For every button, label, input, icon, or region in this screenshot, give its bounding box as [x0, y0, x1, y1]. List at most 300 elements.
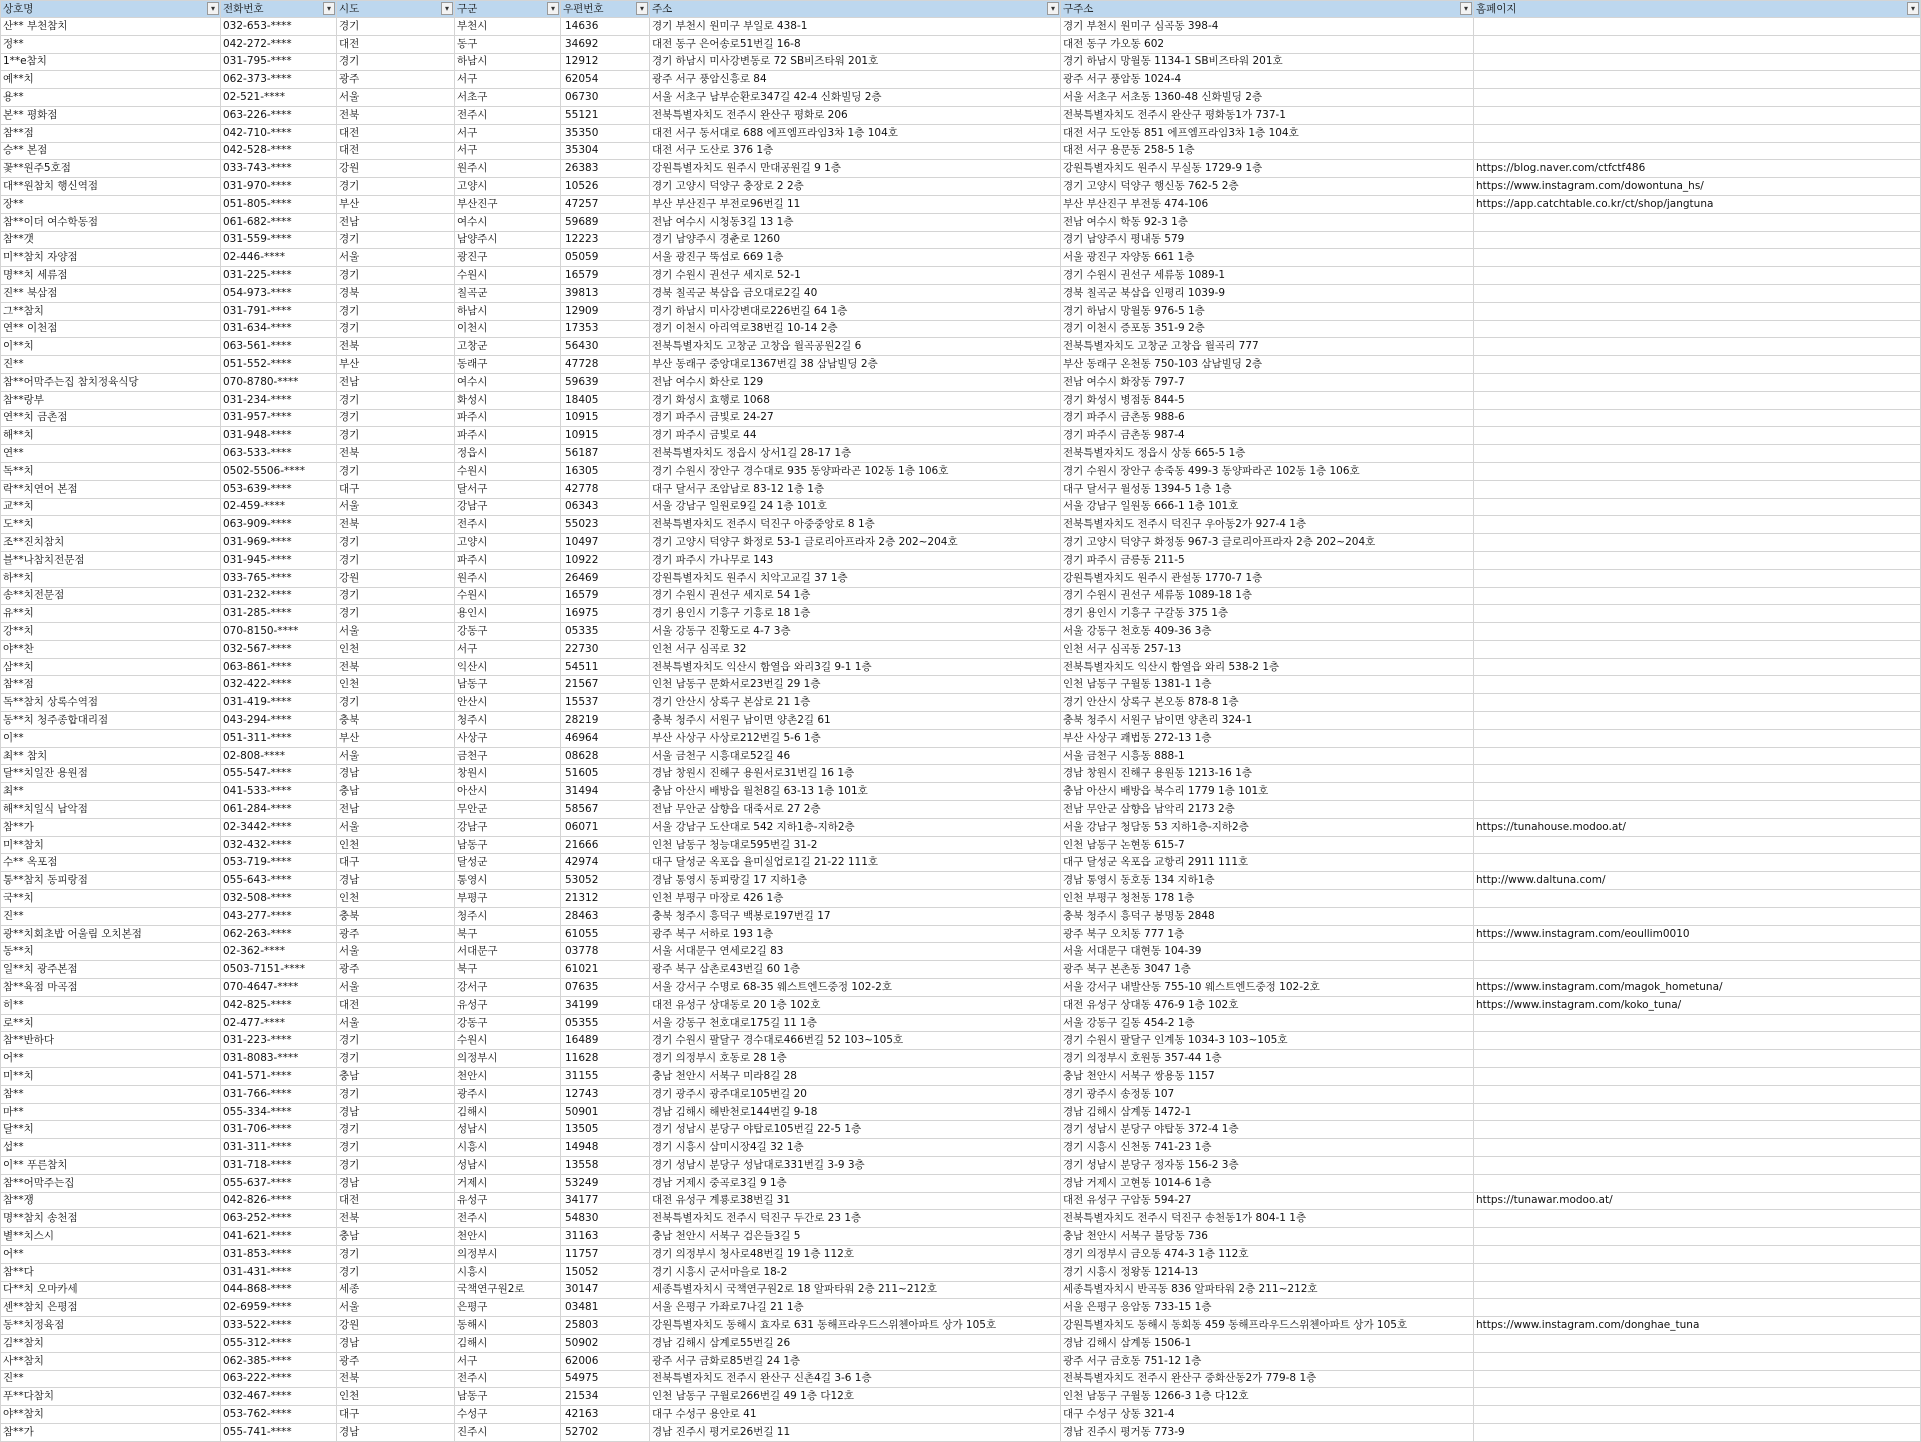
- cell-old-address[interactable]: 경기 안산시 상록구 본오동 878-8 1층: [1061, 694, 1474, 712]
- cell-old-address[interactable]: 광주 북구 오치동 777 1층: [1061, 925, 1474, 943]
- cell-address[interactable]: 경기 시흥시 삼미시장4길 32 1층: [650, 1139, 1061, 1157]
- cell-store-name[interactable]: 명**치 세류점: [1, 267, 221, 285]
- cell-postal-code[interactable]: 06730: [561, 89, 650, 107]
- cell-homepage[interactable]: [1474, 284, 1921, 302]
- filter-dropdown-icon[interactable]: ▾: [1907, 2, 1919, 15]
- cell-store-name[interactable]: 참**가: [1, 818, 221, 836]
- cell-old-address[interactable]: 서울 강남구 일원동 666-1 1층 101호: [1061, 498, 1474, 516]
- cell-address[interactable]: 대전 서구 동서대로 688 에프엠프라임3차 1층 104호: [650, 124, 1061, 142]
- cell-address[interactable]: 경남 창원시 진해구 용원서로31번길 16 1층: [650, 765, 1061, 783]
- cell-store-name[interactable]: 다**치 오마카세: [1, 1281, 221, 1299]
- cell-phone[interactable]: 070-4647-****: [221, 979, 337, 997]
- cell-province[interactable]: 경기: [337, 1085, 455, 1103]
- cell-province[interactable]: 충남: [337, 1068, 455, 1086]
- cell-homepage[interactable]: [1474, 249, 1921, 267]
- cell-old-address[interactable]: 인천 부평구 청천동 178 1층: [1061, 890, 1474, 908]
- cell-phone[interactable]: 070-8150-****: [221, 623, 337, 641]
- cell-store-name[interactable]: 어**: [1, 1050, 221, 1068]
- cell-phone[interactable]: 032-653-****: [221, 18, 337, 36]
- cell-store-name[interactable]: 참**어막주는집 참치정육식당: [1, 373, 221, 391]
- cell-old-address[interactable]: 대구 수성구 상동 321-4: [1061, 1406, 1474, 1424]
- cell-store-name[interactable]: 송**치전문점: [1, 587, 221, 605]
- cell-store-name[interactable]: 연**치 금촌점: [1, 409, 221, 427]
- cell-postal-code[interactable]: 15052: [561, 1263, 650, 1281]
- cell-phone[interactable]: 02-446-****: [221, 249, 337, 267]
- cell-province[interactable]: 강원: [337, 160, 455, 178]
- cell-district[interactable]: 전주시: [455, 1210, 561, 1228]
- cell-homepage[interactable]: [1474, 605, 1921, 623]
- cell-store-name[interactable]: 최**: [1, 783, 221, 801]
- cell-phone[interactable]: 062-373-****: [221, 71, 337, 89]
- cell-district[interactable]: 남동구: [455, 836, 561, 854]
- cell-postal-code[interactable]: 54830: [561, 1210, 650, 1228]
- cell-postal-code[interactable]: 31155: [561, 1068, 650, 1086]
- cell-store-name[interactable]: 용**: [1, 89, 221, 107]
- cell-homepage[interactable]: [1474, 1263, 1921, 1281]
- cell-phone[interactable]: 02-6959-****: [221, 1299, 337, 1317]
- cell-homepage[interactable]: https://tunawar.modoo.at/: [1474, 1192, 1921, 1210]
- cell-postal-code[interactable]: 26469: [561, 569, 650, 587]
- cell-homepage[interactable]: [1474, 231, 1921, 249]
- cell-postal-code[interactable]: 11757: [561, 1245, 650, 1263]
- cell-homepage[interactable]: https://blog.naver.com/ctfctf486: [1474, 160, 1921, 178]
- cell-homepage[interactable]: [1474, 1281, 1921, 1299]
- cell-store-name[interactable]: 참**육점 마곡점: [1, 979, 221, 997]
- cell-address[interactable]: 서울 서대문구 연세로2길 83: [650, 943, 1061, 961]
- cell-district[interactable]: 고양시: [455, 534, 561, 552]
- cell-postal-code[interactable]: 34177: [561, 1192, 650, 1210]
- cell-old-address[interactable]: 강원특별자치도 동해시 동회동 459 동해프라우드스위첸아파트 상가 105호: [1061, 1317, 1474, 1335]
- cell-district[interactable]: 여수시: [455, 213, 561, 231]
- cell-postal-code[interactable]: 22730: [561, 640, 650, 658]
- cell-old-address[interactable]: 인천 남동구 논현동 615-7: [1061, 836, 1474, 854]
- cell-province[interactable]: 충북: [337, 907, 455, 925]
- filter-dropdown-icon[interactable]: ▾: [1460, 2, 1472, 15]
- cell-address[interactable]: 경기 수원시 권선구 세지로 54 1층: [650, 587, 1061, 605]
- cell-province[interactable]: 전북: [337, 516, 455, 534]
- cell-homepage[interactable]: [1474, 1050, 1921, 1068]
- cell-address[interactable]: 경기 시흥시 군서마을로 18-2: [650, 1263, 1061, 1281]
- cell-address[interactable]: 인천 남동구 구월로266번길 49 1층 다12호: [650, 1388, 1061, 1406]
- cell-old-address[interactable]: 경기 부천시 원미구 심곡동 398-4: [1061, 18, 1474, 36]
- cell-store-name[interactable]: 승** 본점: [1, 142, 221, 160]
- cell-phone[interactable]: 044-868-****: [221, 1281, 337, 1299]
- cell-homepage[interactable]: [1474, 854, 1921, 872]
- cell-district[interactable]: 익산시: [455, 658, 561, 676]
- cell-district[interactable]: 전주시: [455, 106, 561, 124]
- cell-province[interactable]: 광주: [337, 1352, 455, 1370]
- cell-district[interactable]: 하남시: [455, 53, 561, 71]
- cell-old-address[interactable]: 경기 고양시 덕양구 행신동 762-5 2층: [1061, 178, 1474, 196]
- cell-address[interactable]: 대전 유성구 상대동로 20 1층 102호: [650, 996, 1061, 1014]
- cell-district[interactable]: 전주시: [455, 1370, 561, 1388]
- cell-address[interactable]: 광주 서구 금화로85번길 24 1층: [650, 1352, 1061, 1370]
- cell-old-address[interactable]: 전남 여수시 화장동 797-7: [1061, 373, 1474, 391]
- cell-province[interactable]: 전남: [337, 373, 455, 391]
- cell-postal-code[interactable]: 61055: [561, 925, 650, 943]
- cell-old-address[interactable]: 부산 부산진구 부전동 474-106: [1061, 195, 1474, 213]
- cell-old-address[interactable]: 경남 김해시 삼계동 1506-1: [1061, 1334, 1474, 1352]
- cell-province[interactable]: 서울: [337, 943, 455, 961]
- cell-address[interactable]: 경기 용인시 기흥구 기흥로 18 1층: [650, 605, 1061, 623]
- cell-postal-code[interactable]: 42163: [561, 1406, 650, 1424]
- column-header-address[interactable]: [650, 1, 1061, 18]
- cell-phone[interactable]: 031-634-****: [221, 320, 337, 338]
- cell-province[interactable]: 대구: [337, 1406, 455, 1424]
- cell-address[interactable]: 강원특별자치도 원주시 치악고교길 37 1층: [650, 569, 1061, 587]
- cell-postal-code[interactable]: 61021: [561, 961, 650, 979]
- cell-store-name[interactable]: 진**: [1, 1370, 221, 1388]
- cell-province[interactable]: 부산: [337, 356, 455, 374]
- cell-old-address[interactable]: 경기 시흥시 신천동 741-23 1층: [1061, 1139, 1474, 1157]
- cell-phone[interactable]: 053-719-****: [221, 854, 337, 872]
- cell-province[interactable]: 부산: [337, 729, 455, 747]
- cell-address[interactable]: 서울 은평구 가좌로7나길 21 1층: [650, 1299, 1061, 1317]
- cell-address[interactable]: 경기 수원시 권선구 세지로 52-1: [650, 267, 1061, 285]
- cell-store-name[interactable]: 동**치 청주종합대리점: [1, 712, 221, 730]
- cell-district[interactable]: 수원시: [455, 587, 561, 605]
- cell-homepage[interactable]: [1474, 890, 1921, 908]
- cell-phone[interactable]: 063-222-****: [221, 1370, 337, 1388]
- cell-district[interactable]: 수원시: [455, 1032, 561, 1050]
- cell-address[interactable]: 경기 의정부시 호동로 28 1층: [650, 1050, 1061, 1068]
- cell-postal-code[interactable]: 14948: [561, 1139, 650, 1157]
- cell-postal-code[interactable]: 16579: [561, 587, 650, 605]
- cell-phone[interactable]: 041-533-****: [221, 783, 337, 801]
- cell-old-address[interactable]: 전북특별자치도 정읍시 상동 665-5 1층: [1061, 445, 1474, 463]
- cell-old-address[interactable]: 경기 하남시 망월동 1134-1 SB비즈타워 201호: [1061, 53, 1474, 71]
- cell-district[interactable]: 강서구: [455, 979, 561, 997]
- cell-homepage[interactable]: [1474, 267, 1921, 285]
- cell-store-name[interactable]: 진** 북삼점: [1, 284, 221, 302]
- cell-store-name[interactable]: 마**: [1, 1103, 221, 1121]
- cell-district[interactable]: 창원시: [455, 765, 561, 783]
- cell-address[interactable]: 대전 유성구 계룡로38번길 31: [650, 1192, 1061, 1210]
- cell-province[interactable]: 경기: [337, 1263, 455, 1281]
- cell-address[interactable]: 경기 성남시 분당구 성남대로331번길 3-9 3층: [650, 1157, 1061, 1175]
- cell-old-address[interactable]: 전북특별자치도 전주시 덕진구 우아동2가 927-4 1층: [1061, 516, 1474, 534]
- cell-province[interactable]: 충남: [337, 1228, 455, 1246]
- cell-address[interactable]: 서울 강서구 수명로 68-35 웨스트엔드중정 102-2호: [650, 979, 1061, 997]
- cell-province[interactable]: 전북: [337, 338, 455, 356]
- cell-phone[interactable]: 055-741-****: [221, 1423, 337, 1441]
- cell-phone[interactable]: 031-431-****: [221, 1263, 337, 1281]
- cell-store-name[interactable]: 섭**: [1, 1139, 221, 1157]
- cell-postal-code[interactable]: 10915: [561, 427, 650, 445]
- cell-store-name[interactable]: 진**: [1, 907, 221, 925]
- cell-district[interactable]: 서대문구: [455, 943, 561, 961]
- cell-district[interactable]: 유성구: [455, 996, 561, 1014]
- cell-phone[interactable]: 054-973-****: [221, 284, 337, 302]
- cell-store-name[interactable]: 히**: [1, 996, 221, 1014]
- cell-district[interactable]: 의정부시: [455, 1245, 561, 1263]
- cell-province[interactable]: 경기: [337, 694, 455, 712]
- cell-homepage[interactable]: [1474, 658, 1921, 676]
- cell-district[interactable]: 서구: [455, 640, 561, 658]
- cell-homepage[interactable]: [1474, 320, 1921, 338]
- cell-phone[interactable]: 0502-5506-****: [221, 462, 337, 480]
- cell-province[interactable]: 서울: [337, 249, 455, 267]
- cell-phone[interactable]: 063-909-****: [221, 516, 337, 534]
- cell-store-name[interactable]: 독**참치 상록수역점: [1, 694, 221, 712]
- cell-address[interactable]: 충남 아산시 배방읍 월천8길 63-13 1층 101호: [650, 783, 1061, 801]
- cell-store-name[interactable]: 이**: [1, 729, 221, 747]
- cell-district[interactable]: 아산시: [455, 783, 561, 801]
- cell-old-address[interactable]: 경기 화성시 병점동 844-5: [1061, 391, 1474, 409]
- cell-district[interactable]: 수원시: [455, 462, 561, 480]
- cell-address[interactable]: 전북특별자치도 전주시 덕진구 아중중앙로 8 1층: [650, 516, 1061, 534]
- cell-phone[interactable]: 055-547-****: [221, 765, 337, 783]
- cell-district[interactable]: 김해시: [455, 1334, 561, 1352]
- cell-store-name[interactable]: 야**참치: [1, 1406, 221, 1424]
- filter-dropdown-icon[interactable]: ▾: [323, 2, 335, 15]
- cell-province[interactable]: 경기: [337, 462, 455, 480]
- cell-old-address[interactable]: 전북특별자치도 전주시 완산구 평화동1가 737-1: [1061, 106, 1474, 124]
- cell-address[interactable]: 경기 고양시 덕양구 충장로 2 2층: [650, 178, 1061, 196]
- cell-homepage[interactable]: [1474, 587, 1921, 605]
- cell-old-address[interactable]: 광주 북구 본촌동 3047 1층: [1061, 961, 1474, 979]
- cell-homepage[interactable]: [1474, 338, 1921, 356]
- cell-store-name[interactable]: 별**치스시: [1, 1228, 221, 1246]
- cell-homepage[interactable]: [1474, 1352, 1921, 1370]
- cell-store-name[interactable]: 예**치: [1, 71, 221, 89]
- filter-dropdown-icon[interactable]: ▾: [547, 2, 559, 15]
- cell-store-name[interactable]: 삼**치: [1, 658, 221, 676]
- cell-address[interactable]: 경기 하남시 미사강변대로226번길 64 1층: [650, 302, 1061, 320]
- cell-postal-code[interactable]: 07635: [561, 979, 650, 997]
- cell-district[interactable]: 화성시: [455, 391, 561, 409]
- cell-homepage[interactable]: [1474, 747, 1921, 765]
- cell-phone[interactable]: 043-294-****: [221, 712, 337, 730]
- cell-homepage[interactable]: https://app.catchtable.co.kr/ct/shop/jangtuna: [1474, 195, 1921, 213]
- cell-store-name[interactable]: 로**치: [1, 1014, 221, 1032]
- cell-homepage[interactable]: [1474, 1245, 1921, 1263]
- cell-homepage[interactable]: [1474, 1423, 1921, 1441]
- cell-postal-code[interactable]: 62006: [561, 1352, 650, 1370]
- cell-address[interactable]: 충북 청주시 흥덕구 백봉로197번길 17: [650, 907, 1061, 925]
- cell-homepage[interactable]: [1474, 106, 1921, 124]
- cell-district[interactable]: 달성군: [455, 854, 561, 872]
- cell-homepage[interactable]: [1474, 124, 1921, 142]
- cell-phone[interactable]: 042-528-****: [221, 142, 337, 160]
- cell-address[interactable]: 인천 남동구 청능대로595번길 31-2: [650, 836, 1061, 854]
- cell-district[interactable]: 은평구: [455, 1299, 561, 1317]
- cell-phone[interactable]: 063-861-****: [221, 658, 337, 676]
- cell-address[interactable]: 경기 부천시 원미구 부일로 438-1: [650, 18, 1061, 36]
- cell-address[interactable]: 광주 북구 서하로 193 1층: [650, 925, 1061, 943]
- cell-homepage[interactable]: [1474, 516, 1921, 534]
- cell-province[interactable]: 경북: [337, 284, 455, 302]
- cell-homepage[interactable]: [1474, 961, 1921, 979]
- cell-old-address[interactable]: 전북특별자치도 전주시 덕진구 송천동1가 804-1 1층: [1061, 1210, 1474, 1228]
- cell-district[interactable]: 이천시: [455, 320, 561, 338]
- column-header-phone[interactable]: [221, 1, 337, 18]
- cell-phone[interactable]: 031-970-****: [221, 178, 337, 196]
- cell-province[interactable]: 대전: [337, 142, 455, 160]
- cell-district[interactable]: 하남시: [455, 302, 561, 320]
- cell-address[interactable]: 서울 금천구 시흥대로52길 46: [650, 747, 1061, 765]
- cell-postal-code[interactable]: 42778: [561, 480, 650, 498]
- cell-homepage[interactable]: [1474, 1103, 1921, 1121]
- cell-postal-code[interactable]: 05335: [561, 623, 650, 641]
- cell-phone[interactable]: 031-234-****: [221, 391, 337, 409]
- cell-district[interactable]: 고창군: [455, 338, 561, 356]
- cell-store-name[interactable]: 참**이더 여수학동점: [1, 213, 221, 231]
- cell-old-address[interactable]: 경기 수원시 권선구 세류동 1089-18 1층: [1061, 587, 1474, 605]
- cell-store-name[interactable]: 명**참치 송천점: [1, 1210, 221, 1228]
- cell-province[interactable]: 대구: [337, 480, 455, 498]
- cell-old-address[interactable]: 서울 금천구 시흥동 888-1: [1061, 747, 1474, 765]
- cell-store-name[interactable]: 그**참치: [1, 302, 221, 320]
- cell-province[interactable]: 서울: [337, 818, 455, 836]
- cell-district[interactable]: 시흥시: [455, 1263, 561, 1281]
- cell-district[interactable]: 용인시: [455, 605, 561, 623]
- cell-homepage[interactable]: [1474, 373, 1921, 391]
- cell-phone[interactable]: 032-567-****: [221, 640, 337, 658]
- cell-address[interactable]: 경북 칠곡군 북삼읍 금오대로2길 40: [650, 284, 1061, 302]
- cell-homepage[interactable]: http://www.daltuna.com/: [1474, 872, 1921, 890]
- cell-address[interactable]: 경기 파주시 금빛로 44: [650, 427, 1061, 445]
- cell-province[interactable]: 인천: [337, 836, 455, 854]
- cell-phone[interactable]: 031-225-****: [221, 267, 337, 285]
- cell-province[interactable]: 인천: [337, 890, 455, 908]
- cell-homepage[interactable]: [1474, 1121, 1921, 1139]
- cell-store-name[interactable]: 참**랑부: [1, 391, 221, 409]
- cell-old-address[interactable]: 대전 동구 가오동 602: [1061, 35, 1474, 53]
- cell-postal-code[interactable]: 21666: [561, 836, 650, 854]
- cell-store-name[interactable]: 본** 평화점: [1, 106, 221, 124]
- cell-old-address[interactable]: 경기 남양주시 평내동 579: [1061, 231, 1474, 249]
- cell-postal-code[interactable]: 59689: [561, 213, 650, 231]
- cell-postal-code[interactable]: 56187: [561, 445, 650, 463]
- filter-dropdown-icon[interactable]: ▾: [207, 2, 219, 15]
- cell-address[interactable]: 전남 무안군 삼향읍 대죽서로 27 2층: [650, 801, 1061, 819]
- cell-homepage[interactable]: [1474, 462, 1921, 480]
- cell-district[interactable]: 파주시: [455, 551, 561, 569]
- cell-old-address[interactable]: 대전 유성구 구암동 594-27: [1061, 1192, 1474, 1210]
- cell-homepage[interactable]: [1474, 1174, 1921, 1192]
- cell-postal-code[interactable]: 35304: [561, 142, 650, 160]
- cell-old-address[interactable]: 전남 무안군 삼향읍 남악리 2173 2층: [1061, 801, 1474, 819]
- cell-province[interactable]: 경기: [337, 267, 455, 285]
- cell-phone[interactable]: 063-561-****: [221, 338, 337, 356]
- cell-phone[interactable]: 031-718-****: [221, 1157, 337, 1175]
- cell-province[interactable]: 전남: [337, 213, 455, 231]
- cell-phone[interactable]: 043-277-****: [221, 907, 337, 925]
- cell-address[interactable]: 충남 천안시 서북구 미라8길 28: [650, 1068, 1061, 1086]
- cell-district[interactable]: 남동구: [455, 676, 561, 694]
- cell-homepage[interactable]: [1474, 729, 1921, 747]
- cell-store-name[interactable]: 국**치: [1, 890, 221, 908]
- cell-phone[interactable]: 031-559-****: [221, 231, 337, 249]
- cell-address[interactable]: 서울 강동구 진황도로 4-7 3층: [650, 623, 1061, 641]
- cell-old-address[interactable]: 강원특별자치도 원주시 무실동 1729-9 1층: [1061, 160, 1474, 178]
- cell-store-name[interactable]: 달**치일잔 용원점: [1, 765, 221, 783]
- cell-old-address[interactable]: 대구 달성군 옥포읍 교항리 2911 111호: [1061, 854, 1474, 872]
- cell-phone[interactable]: 031-8083-****: [221, 1050, 337, 1068]
- cell-address[interactable]: 전북특별자치도 전주시 완산구 평화로 206: [650, 106, 1061, 124]
- cell-old-address[interactable]: 대전 서구 용문동 258-5 1층: [1061, 142, 1474, 160]
- cell-province[interactable]: 경기: [337, 320, 455, 338]
- cell-postal-code[interactable]: 21567: [561, 676, 650, 694]
- cell-phone[interactable]: 051-805-****: [221, 195, 337, 213]
- cell-store-name[interactable]: 야**찬: [1, 640, 221, 658]
- cell-store-name[interactable]: 꽃**원주5호점: [1, 160, 221, 178]
- cell-province[interactable]: 대구: [337, 854, 455, 872]
- filter-dropdown-icon[interactable]: ▾: [1047, 2, 1059, 15]
- cell-address[interactable]: 서울 강남구 일원로9길 24 1층 101호: [650, 498, 1061, 516]
- cell-phone[interactable]: 042-710-****: [221, 124, 337, 142]
- cell-province[interactable]: 인천: [337, 1388, 455, 1406]
- cell-address[interactable]: 인천 서구 심곡로 32: [650, 640, 1061, 658]
- cell-province[interactable]: 대전: [337, 996, 455, 1014]
- cell-postal-code[interactable]: 25803: [561, 1317, 650, 1335]
- cell-homepage[interactable]: [1474, 498, 1921, 516]
- cell-phone[interactable]: 051-552-****: [221, 356, 337, 374]
- cell-address[interactable]: 광주 북구 삼촌로43번길 60 1층: [650, 961, 1061, 979]
- cell-old-address[interactable]: 광주 서구 풍암동 1024-4: [1061, 71, 1474, 89]
- cell-homepage[interactable]: [1474, 1334, 1921, 1352]
- cell-province[interactable]: 서울: [337, 747, 455, 765]
- cell-store-name[interactable]: 사**참치: [1, 1352, 221, 1370]
- cell-phone[interactable]: 041-621-****: [221, 1228, 337, 1246]
- cell-postal-code[interactable]: 47728: [561, 356, 650, 374]
- cell-postal-code[interactable]: 21534: [561, 1388, 650, 1406]
- cell-postal-code[interactable]: 12909: [561, 302, 650, 320]
- cell-address[interactable]: 서울 강남구 도산대로 542 지하1층-지하2층: [650, 818, 1061, 836]
- cell-homepage[interactable]: [1474, 356, 1921, 374]
- cell-homepage[interactable]: [1474, 89, 1921, 107]
- cell-district[interactable]: 서초구: [455, 89, 561, 107]
- cell-postal-code[interactable]: 10497: [561, 534, 650, 552]
- cell-phone[interactable]: 031-969-****: [221, 534, 337, 552]
- cell-province[interactable]: 전북: [337, 445, 455, 463]
- cell-old-address[interactable]: 충남 천안시 서북구 불당동 736: [1061, 1228, 1474, 1246]
- cell-province[interactable]: 충북: [337, 712, 455, 730]
- cell-old-address[interactable]: 인천 남동구 구월동 1266-3 1층 다12호: [1061, 1388, 1474, 1406]
- cell-province[interactable]: 광주: [337, 925, 455, 943]
- cell-old-address[interactable]: 경기 성남시 분당구 정자동 156-2 3층: [1061, 1157, 1474, 1175]
- cell-old-address[interactable]: 인천 남동구 구월동 1381-1 1층: [1061, 676, 1474, 694]
- cell-address[interactable]: 강원특별자치도 원주시 만대공원길 9 1층: [650, 160, 1061, 178]
- cell-province[interactable]: 경남: [337, 1423, 455, 1441]
- cell-homepage[interactable]: [1474, 71, 1921, 89]
- cell-postal-code[interactable]: 46964: [561, 729, 650, 747]
- cell-district[interactable]: 서구: [455, 124, 561, 142]
- cell-postal-code[interactable]: 05355: [561, 1014, 650, 1032]
- cell-province[interactable]: 경기: [337, 178, 455, 196]
- cell-postal-code[interactable]: 15537: [561, 694, 650, 712]
- cell-address[interactable]: 경남 통영시 동피랑길 17 지하1층: [650, 872, 1061, 890]
- cell-phone[interactable]: 031-791-****: [221, 302, 337, 320]
- cell-phone[interactable]: 02-477-****: [221, 1014, 337, 1032]
- cell-store-name[interactable]: 푸**다참치: [1, 1388, 221, 1406]
- cell-old-address[interactable]: 경기 의정부시 호원동 357-44 1층: [1061, 1050, 1474, 1068]
- cell-phone[interactable]: 042-825-****: [221, 996, 337, 1014]
- cell-district[interactable]: 강남구: [455, 498, 561, 516]
- cell-store-name[interactable]: 조**진치참치: [1, 534, 221, 552]
- cell-homepage[interactable]: [1474, 1370, 1921, 1388]
- cell-address[interactable]: 대전 동구 은어송로51번길 16-8: [650, 35, 1061, 53]
- cell-store-name[interactable]: 참**점: [1, 676, 221, 694]
- cell-province[interactable]: 강원: [337, 569, 455, 587]
- cell-homepage[interactable]: https://tunahouse.modoo.at/: [1474, 818, 1921, 836]
- cell-postal-code[interactable]: 18405: [561, 391, 650, 409]
- cell-province[interactable]: 강원: [337, 1317, 455, 1335]
- cell-phone[interactable]: 033-765-****: [221, 569, 337, 587]
- cell-district[interactable]: 동구: [455, 35, 561, 53]
- cell-postal-code[interactable]: 42974: [561, 854, 650, 872]
